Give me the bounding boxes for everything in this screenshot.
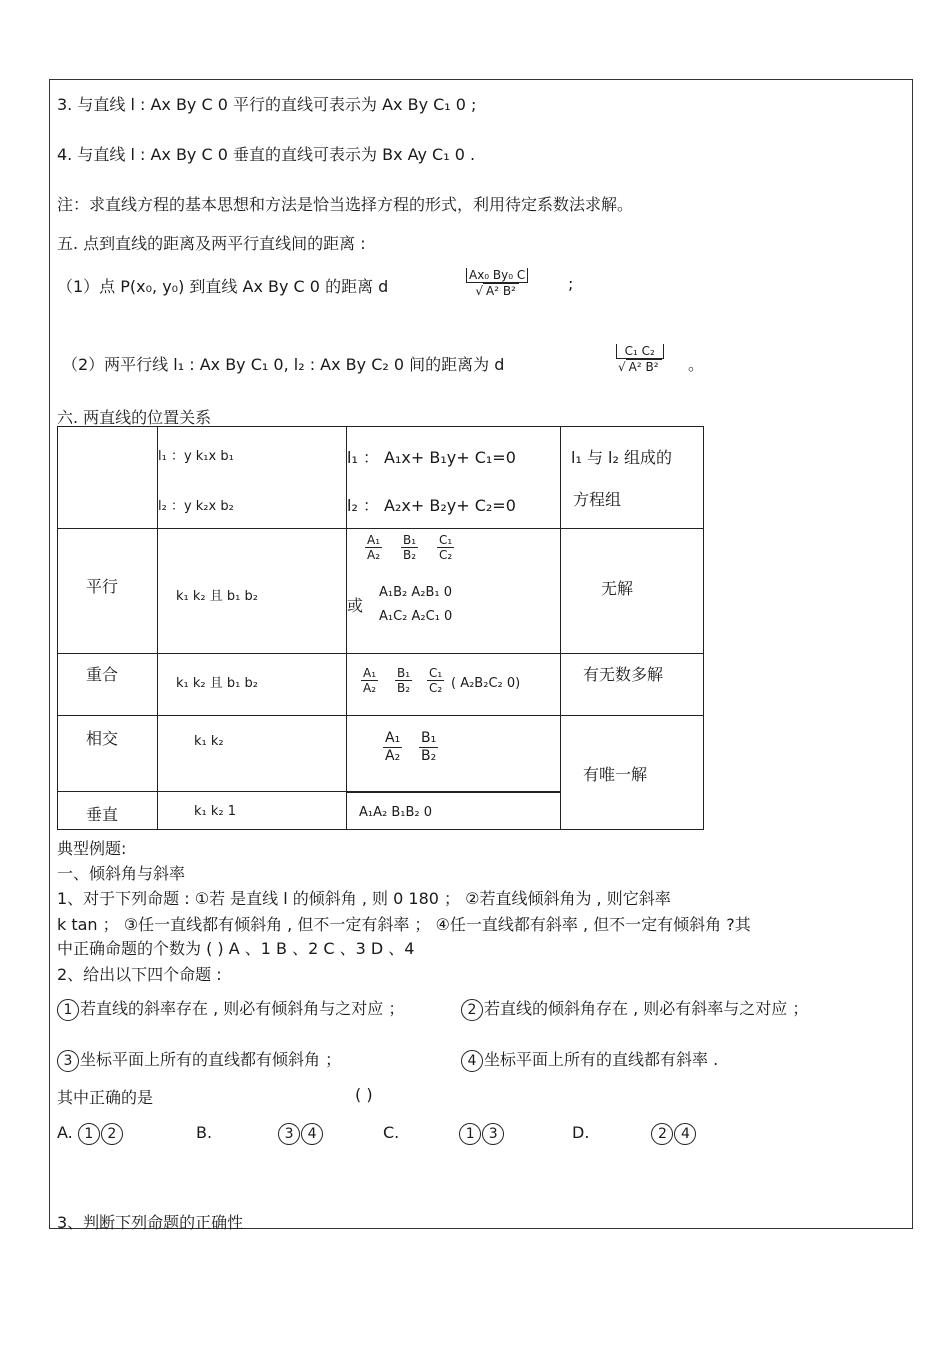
system-header-2: 方程组 [573,490,622,509]
fraction-denominator: √ A² B² [616,359,664,374]
general-form-l2: l₂ ： A₂x+ B₂y+ C₂=0 [347,496,516,515]
table-cell-slope-form [158,427,347,529]
parallel-system-result: 无解 [601,579,634,598]
slope-form-l1: l₁ ：y k₁x b₁ [158,449,234,464]
table-cell [347,716,561,792]
parallel-lines-distance: （2）两平行线 l₁ : Ax By C₁ 0, l₂ : Ax By C₂ 0 间的距离为 d [62,355,505,374]
table-row [58,427,704,529]
circled-number: 3 [278,1123,300,1145]
point-line-distance-label: （1）点 P(x₀, y₀) 到直线 Ax By C 0 的距离 d [57,277,389,296]
question-1-line-3: 中正确命题的个数为 ( ) A 、1 B 、2 C 、3 D 、4 [57,939,415,958]
perpendicular-slope-condition: k₁ k₂ 1 [194,804,237,819]
fraction: $\frac{\text{A₁}}{\text{A₂}}$ [363,666,377,696]
question-1-line-2: k tan ； ③任一直线都有倾斜角 , 但不一定有斜率 ； ④任一直线都有斜率 , 但不一定有倾斜角 ?其 [57,915,751,934]
fraction-numerator: C₁ C₂ [616,344,664,359]
table-cell [347,654,561,716]
option-a[interactable] [57,1123,124,1145]
item-3-parallel-line: 3. 与直线 l : Ax By C 0 平行的直线可表示为 Ax By C₁ 0 ; [57,95,477,114]
statement-4 [461,1047,718,1072]
fraction: $\frac{\text{B₁}}{\text{B₂}}$ [403,533,417,563]
intersect-slope-condition: k₁ k₂ [194,734,224,749]
table-cell-general-form [347,427,561,529]
option-letter: C. [383,1123,400,1142]
table-cell [158,529,347,654]
statement-2 [461,996,808,1021]
fraction: $\frac{\text{A₁}}{\text{A₂}}$ [367,533,381,563]
statement-text: 坐标平面上所有的直线都有斜率 . [484,1050,719,1069]
item-4-perpendicular-line: 4. 与直线 l : Ax By C 0 垂直的直线可表示为 Bx Ay C₁ 0 . [57,145,476,164]
examples-subheading: 一、倾斜角与斜率 [57,864,186,883]
table-cell-empty [58,427,158,529]
circled-number: 1 [459,1123,481,1145]
circled-number: 1 [57,999,79,1021]
coincide-system-result: 有无数多解 [583,665,664,684]
parallel-slope-condition: k₁ k₂ 且 b₁ b₂ [176,589,258,604]
row-label-parallel: 平行 [86,577,119,596]
table-cell [158,654,347,716]
slope-form-l2: l₂ ：y k₂x b₂ [158,499,234,514]
section-6-heading: 六. 两直线的位置关系 [57,408,212,427]
or-label: 或 [347,596,364,615]
table-cell [561,654,704,716]
system-header-1: l₁ 与 l₂ 组成的 [571,448,672,467]
perpendicular-general-condition: A₁A₂ B₁B₂ 0 [359,804,433,820]
table-cell [561,529,704,654]
circled-number: 1 [78,1123,100,1145]
intersect-system-result: 有唯一解 [583,765,648,784]
point-line-distance [57,274,388,297]
table-row [58,529,704,654]
answer-paren: ( ) [355,1085,373,1104]
row-label-intersect: 相交 [86,729,119,748]
circled-number: 2 [651,1123,673,1145]
table-cell [58,529,158,654]
statement-text: 坐标平面上所有的直线都有倾斜角 ； [80,1050,342,1069]
fraction-denominator: √ A² B² [466,283,528,298]
fraction: $\frac{\text{B₁}}{\text{B₂}}$ [421,730,437,764]
circled-number: 4 [674,1123,696,1145]
statement-1 [57,996,404,1021]
statement-3 [57,1047,341,1072]
which-correct: 其中正确的是 [57,1088,154,1107]
row-label-coincide: 重合 [86,665,119,684]
parallel-distance-end: 。 [688,355,705,374]
statement-text: 若直线的斜率存在 , 则必有倾斜角与之对应 ； [80,999,405,1018]
section-5-heading: 五. 点到直线的距离及两平行直线间的距离 : [57,234,366,253]
option-d[interactable] [572,1123,697,1145]
option-letter: A. [57,1123,73,1142]
table-cell [58,654,158,716]
parallel-condition-1: A₁B₂ A₂B₁ 0 [379,585,453,600]
examples-title: 典型例题: [57,839,127,858]
table-cell [158,716,347,792]
circled-number: 3 [57,1050,79,1072]
circled-number: 4 [301,1123,323,1145]
circled-number: 4 [461,1050,483,1072]
fraction: $\frac{\text{B₁}}{\text{B₂}}$ [397,666,411,696]
option-letter: B. [196,1123,213,1142]
question-2: 2、给出以下四个命题 : [57,965,222,984]
note-text: 注：求直线方程的基本思想和方法是恰当选择方程的形式，利用待定系数法求解。 [57,195,634,214]
circled-number: 2 [461,999,483,1021]
question-3: 3、判断下列命题的正确性 [57,1213,244,1232]
coincide-condition: ( A₂B₂C₂ 0) [451,676,521,691]
coincide-slope-condition: k₁ k₂ 且 b₁ b₂ [176,676,258,691]
table-cell [347,792,561,830]
fraction: $\frac{\text{C₁}}{\text{C₂}}$ [429,666,443,696]
general-form-l1: l₁ ： A₁x+ B₁y+ C₁=0 [347,448,516,467]
circled-number: 3 [482,1123,504,1145]
table-cell [58,792,158,830]
table-cell-system [561,427,704,529]
circled-number: 2 [101,1123,123,1145]
parallel-condition-2: A₁C₂ A₂C₁ 0 [379,609,453,624]
row-label-perpendicular: 垂直 [86,805,119,824]
parallel-distance-fraction [616,344,664,375]
option-letter: D. [572,1123,590,1142]
question-1-line-1: 1、对于下列命题 : ①若 是直线 l 的倾斜角 , 则 0 180 ； ②若直线倾斜角为 , 则它斜率 [57,889,671,908]
fraction: $\frac{\text{A₁}}{\text{A₂}}$ [385,730,401,764]
point-line-distance-fraction [466,268,528,299]
table-cell [347,529,561,654]
point-line-distance-end: ; [568,274,574,293]
table-row [58,716,704,792]
fraction: $\frac{\text{C₁}}{\text{C₂}}$ [439,533,453,563]
option-b[interactable] [196,1123,324,1145]
option-c[interactable] [383,1123,505,1145]
table-row [58,654,704,716]
table-cell [561,716,704,830]
table-cell [58,716,158,792]
table-cell [158,792,347,830]
statement-text: 若直线的倾斜角存在 , 则必有斜率与之对应 ； [484,999,809,1018]
line-relation-table [57,426,704,830]
fraction-numerator: Ax₀ By₀ C [466,268,528,283]
